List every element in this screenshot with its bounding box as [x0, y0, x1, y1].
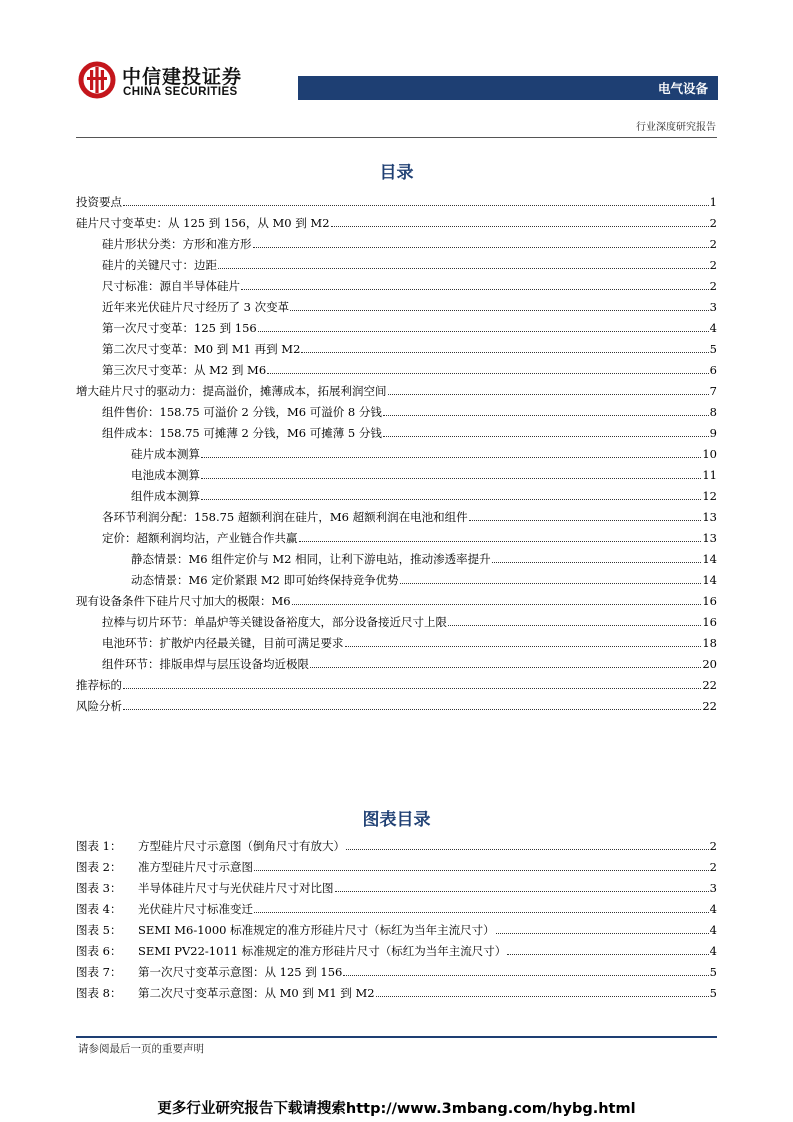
logo-text-cn: 中信建投证券 [122, 66, 243, 88]
figure-page-number: 4 [709, 944, 717, 958]
toc-text: 硅片的关键尺寸：边距 [102, 258, 217, 272]
figure-page-number: 5 [709, 965, 717, 979]
figure-text: 准方型硅片尺寸示意图 [138, 860, 253, 874]
figure-leader-dots [343, 975, 708, 976]
toc-page-number: 16 [702, 615, 717, 629]
figure-page-number: 2 [709, 839, 717, 853]
figure-leader-dots [496, 933, 709, 934]
figure-leader-dots [335, 891, 709, 892]
toc-text: 增大硅片尺寸的驱动力：提高溢价，摊薄成本，拓展利润空间 [76, 384, 387, 398]
figure-leader-dots [346, 849, 709, 850]
report-type: 行业深度研究报告 [636, 122, 716, 133]
toc-entry[interactable] [76, 188, 717, 209]
figure-leader-dots [376, 996, 709, 997]
toc-entry[interactable] [76, 461, 717, 482]
figure-text-group [76, 860, 253, 874]
toc-leader-dots [123, 688, 701, 689]
toc-text: 定价：超额利润均沾，产业链合作共赢 [102, 531, 298, 545]
toc-page-number: 10 [702, 447, 717, 461]
disclaimer: 请参阅最后一页的重要声明 [78, 1043, 204, 1055]
toc-list [76, 188, 717, 713]
figure-entry[interactable] [76, 895, 717, 916]
sector-label: 电气设备 [657, 81, 708, 96]
figure-entry[interactable] [76, 874, 717, 895]
figure-label: 图表 5： [76, 923, 122, 937]
toc-entry[interactable] [76, 272, 717, 293]
figure-text-group [76, 902, 253, 916]
toc-text: 第一次尺寸变革：125 到 156 [102, 321, 257, 335]
figure-leader-dots [254, 912, 709, 913]
toc-page-number: 5 [709, 342, 717, 356]
figure-entry[interactable] [76, 958, 717, 979]
figure-text-group [76, 944, 506, 958]
toc-leader-dots [123, 709, 701, 710]
figures-title: 图表目录 [362, 810, 431, 830]
figure-entry[interactable] [76, 937, 717, 958]
figure-label: 图表 6： [76, 944, 122, 958]
figure-text: 光伏硅片尺寸标准变迁 [138, 902, 253, 916]
toc-leader-dots [383, 415, 709, 416]
toc-entry[interactable] [76, 629, 717, 650]
toc-text: 硅片形状分类：方形和准方形 [102, 237, 252, 251]
toc-page-number: 16 [702, 594, 717, 608]
toc-text: 推荐标的 [76, 678, 122, 692]
toc-text: 硅片尺寸变革史：从 125 到 156，从 M0 到 M2 [76, 216, 330, 230]
toc-text: 电池环节：扩散炉内径最关键，目前可满足要求 [102, 636, 344, 650]
toc-page-number: 12 [702, 489, 717, 503]
toc-page-number: 13 [702, 510, 717, 524]
toc-leader-dots [267, 373, 709, 374]
toc-page-number: 3 [709, 300, 717, 314]
figure-entry[interactable] [76, 832, 717, 853]
toc-entry[interactable] [76, 356, 717, 377]
toc-entry[interactable] [76, 566, 717, 587]
toc-text: 投资要点 [76, 195, 122, 209]
figure-entry[interactable] [76, 853, 717, 874]
toc-leader-dots [492, 562, 702, 563]
figure-leader-dots [507, 954, 708, 955]
toc-leader-dots [469, 520, 702, 521]
figure-leader-dots [254, 870, 709, 871]
toc-text: 电池成本测算 [131, 468, 200, 482]
toc-entry[interactable] [76, 293, 717, 314]
toc-title: 目录 [379, 163, 414, 183]
figure-page-number: 4 [709, 902, 717, 916]
toc-leader-dots [292, 604, 702, 605]
figure-list [76, 832, 717, 1000]
toc-text: 组件成本：158.75 可摊薄 2 分钱，M6 可摊薄 5 分钱 [102, 426, 382, 440]
figure-text: 第二次尺寸变革示意图：从 M0 到 M1 到 M2 [138, 986, 375, 1000]
toc-entry[interactable] [76, 209, 717, 230]
figure-page-number: 2 [709, 860, 717, 874]
toc-text: 风险分析 [76, 699, 122, 713]
toc-page-number: 22 [702, 678, 717, 692]
toc-leader-dots [201, 457, 701, 458]
figure-text-group [76, 923, 495, 937]
toc-leader-dots [299, 541, 702, 542]
toc-leader-dots [301, 352, 708, 353]
figure-entry[interactable] [76, 916, 717, 937]
toc-text: 硅片成本测算 [131, 447, 200, 461]
toc-page-number: 2 [709, 258, 717, 272]
toc-entry[interactable] [76, 587, 717, 608]
figure-label: 图表 8： [76, 986, 122, 1000]
figure-label: 图表 3： [76, 881, 122, 895]
toc-text: 动态情景：M6 定价紧跟 M2 即可始终保持竞争优势 [131, 573, 399, 587]
toc-page-number: 8 [709, 405, 717, 419]
figure-text-group [76, 965, 342, 979]
toc-page-number: 22 [702, 699, 717, 713]
figure-entry[interactable] [76, 979, 717, 1000]
toc-leader-dots [388, 394, 709, 395]
toc-page-number: 9 [709, 426, 717, 440]
toc-leader-dots [310, 667, 701, 668]
figure-page-number: 5 [709, 986, 717, 1000]
toc-leader-dots [345, 646, 702, 647]
figure-text: 方型硅片尺寸示意图（倒角尺寸有放大） [138, 839, 345, 853]
toc-leader-dots [290, 310, 709, 311]
toc-text: 第二次尺寸变革：M0 到 M1 再到 M2 [102, 342, 301, 356]
toc-entry[interactable] [76, 608, 717, 629]
toc-leader-dots [201, 499, 701, 500]
figure-text-group [76, 839, 345, 853]
toc-leader-dots [218, 268, 709, 269]
toc-page-number: 4 [709, 321, 717, 335]
toc-text: 拉棒与切片环节：单晶炉等关键设备裕度大，部分设备接近尺寸上限 [102, 615, 447, 629]
logo-text-en: CHINA SECURITIES [123, 86, 238, 98]
toc-leader-dots [331, 226, 709, 227]
toc-entry[interactable] [76, 524, 717, 545]
toc-entry[interactable] [76, 230, 717, 251]
toc-page-number: 13 [702, 531, 717, 545]
toc-page-number: 18 [702, 636, 717, 650]
figure-page-number: 4 [709, 923, 717, 937]
toc-text: 组件成本测算 [131, 489, 200, 503]
toc-text: 各环节利润分配：158.75 超额利润在硅片，M6 超额利润在电池和组件 [102, 510, 468, 524]
figure-text: SEMI M6-1000 标准规定的准方形硅片尺寸（标红为当年主流尺寸） [138, 923, 495, 937]
toc-entry[interactable] [76, 335, 717, 356]
toc-page-number: 6 [709, 363, 717, 377]
figure-label: 图表 7： [76, 965, 122, 979]
toc-text: 尺寸标准：源自半导体硅片 [102, 279, 240, 293]
figure-text: 半导体硅片尺寸与光伏硅片尺寸对比图 [138, 881, 334, 895]
toc-text: 近年来光伏硅片尺寸经历了 3 次变革 [102, 300, 290, 314]
toc-page-number: 7 [709, 384, 717, 398]
toc-entry[interactable] [76, 650, 717, 671]
toc-leader-dots [400, 583, 702, 584]
figure-label: 图表 2： [76, 860, 122, 874]
china-securities-logo-icon [78, 61, 116, 99]
toc-page-number: 11 [702, 468, 717, 482]
toc-leader-dots [253, 247, 709, 248]
toc-text: 静态情景：M6 组件定价与 M2 相同，让利下游电站，推动渗透率提升 [131, 552, 491, 566]
toc-leader-dots [383, 436, 709, 437]
promo-link-text[interactable]: 更多行业研究报告下载请搜索http://www.3mbang.com/hybg.html [157, 1101, 636, 1117]
toc-page-number: 14 [702, 573, 717, 587]
figure-page-number: 3 [709, 881, 717, 895]
header-bar [298, 76, 718, 100]
toc-page-number: 2 [709, 237, 717, 251]
toc-text: 第三次尺寸变革：从 M2 到 M6 [102, 363, 267, 377]
toc-page-number: 1 [709, 195, 717, 209]
figure-label: 图表 1： [76, 839, 122, 853]
figure-label: 图表 4： [76, 902, 122, 916]
toc-entry[interactable] [76, 671, 717, 692]
toc-leader-dots [123, 205, 709, 206]
toc-entry[interactable] [76, 503, 717, 524]
toc-page-number: 20 [702, 657, 717, 671]
figure-text: SEMI PV22-1011 标准规定的准方形硅片尺寸（标红为当年主流尺寸） [138, 944, 507, 958]
toc-text: 组件售价：158.75 可溢价 2 分钱，M6 可溢价 8 分钱 [102, 405, 382, 419]
toc-text: 组件环节：排版串焊与层压设备均近极限 [102, 657, 309, 671]
company-logo [78, 61, 256, 101]
toc-leader-dots [241, 289, 709, 290]
toc-entry[interactable] [76, 692, 717, 713]
toc-entry[interactable] [76, 251, 717, 272]
toc-leader-dots [448, 625, 701, 626]
toc-page-number: 2 [709, 279, 717, 293]
figure-text: 第一次尺寸变革示意图：从 125 到 156 [138, 965, 343, 979]
figure-text-group [76, 986, 375, 1000]
header-divider [76, 137, 717, 138]
toc-leader-dots [258, 331, 709, 332]
toc-text: 现有设备条件下硅片尺寸加大的极限：M6 [76, 594, 291, 608]
figure-text-group [76, 881, 334, 895]
toc-leader-dots [201, 478, 701, 479]
toc-entry[interactable] [76, 440, 717, 461]
toc-entry[interactable] [76, 398, 717, 419]
toc-entry[interactable] [76, 545, 717, 566]
toc-entry[interactable] [76, 482, 717, 503]
footer-divider [76, 1036, 717, 1038]
toc-page-number: 2 [709, 216, 717, 230]
toc-page-number: 14 [702, 552, 717, 566]
toc-entry[interactable] [76, 419, 717, 440]
toc-entry[interactable] [76, 377, 717, 398]
toc-entry[interactable] [76, 314, 717, 335]
